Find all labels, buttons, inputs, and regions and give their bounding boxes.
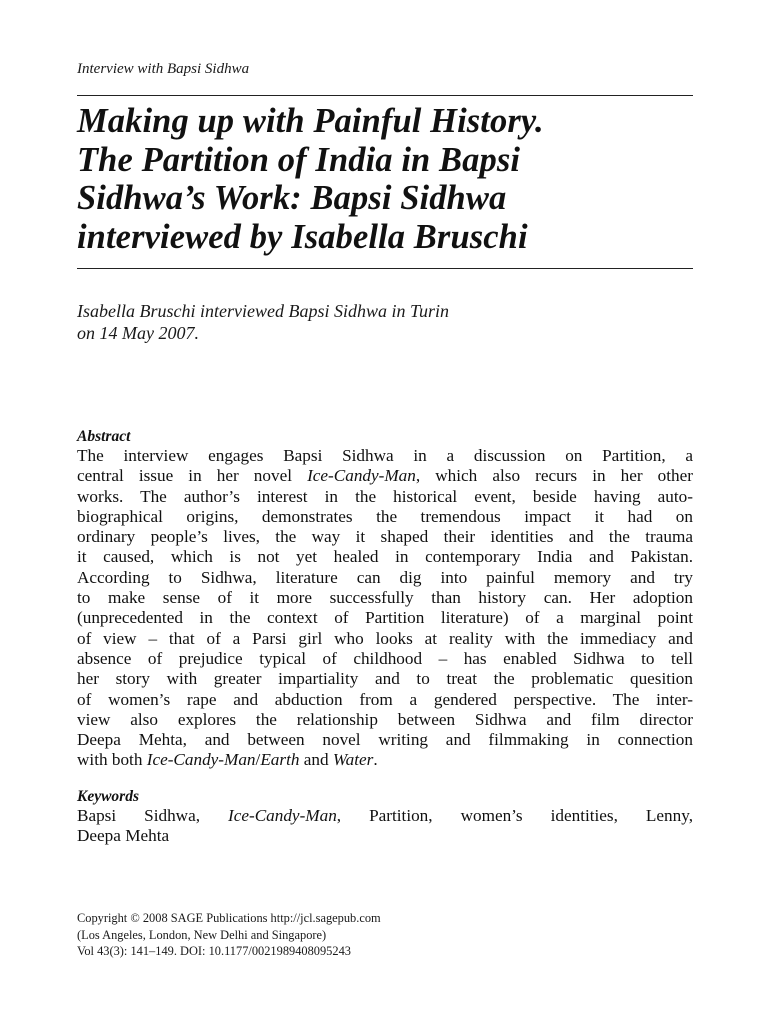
abstract-line: it caused, which is not yet healed in contemporary India and Pakistan. bbox=[77, 547, 693, 567]
keywords-heading: Keywords bbox=[77, 788, 139, 805]
interview-note-line: on 14 May 2007. bbox=[77, 323, 199, 343]
abstract-line: ordinary people’s lives, the way it shaped their identities and the trauma bbox=[77, 527, 693, 547]
interview-note-line: Isabella Bruschi interviewed Bapsi Sidhwa in Turin bbox=[77, 301, 449, 321]
copyright-line: Copyright © 2008 SAGE Publications http://jcl.sagepub.com bbox=[77, 911, 381, 925]
abstract-line: central issue in her novel Ice-Candy-Man, which also recurs in her other bbox=[77, 466, 693, 486]
abstract-line: absence of prejudice typical of childhood – has enabled Sidhwa to tell bbox=[77, 648, 693, 668]
work-title: Ice-Candy-Man bbox=[227, 806, 337, 825]
abstract-line: her story with greater impartiality and to treat the problematic quesition bbox=[77, 669, 693, 689]
abstract-section bbox=[77, 428, 693, 771]
abstract-line: to make sense of it more successfully than history can. Her adoption bbox=[77, 588, 693, 608]
abstract-line: biographical origins, demonstrates the tremendous impact it had on bbox=[77, 506, 693, 526]
interview-note bbox=[77, 300, 693, 344]
title-bottom-rule bbox=[77, 268, 693, 269]
work-title: Earth bbox=[260, 750, 300, 770]
title-line: interviewed by Isabella Bruschi bbox=[77, 217, 528, 256]
keywords-section bbox=[77, 788, 693, 847]
work-title: Water bbox=[332, 750, 374, 770]
article-page bbox=[77, 0, 693, 1024]
abstract-body bbox=[77, 446, 693, 771]
work-title: Ice-Candy-Man bbox=[307, 466, 416, 486]
title-line: The Partition of India in Bapsi bbox=[77, 140, 521, 179]
running-head: Interview with Bapsi Sidhwa bbox=[77, 61, 250, 77]
keywords-line: Bapsi Sidhwa, Ice-Candy-Man, Partition, women’s identities, Lenny, bbox=[77, 806, 693, 825]
copyright-block bbox=[77, 910, 693, 960]
abstract-line: According to Sidhwa, literature can dig into painful memory and try bbox=[77, 567, 693, 587]
abstract-line: view also explores the relationship between Sidhwa and film director bbox=[77, 709, 693, 729]
abstract-heading: Abstract bbox=[77, 428, 131, 445]
title-line: Making up with Painful History. bbox=[77, 102, 544, 140]
keywords-line: Deepa Mehta bbox=[77, 826, 170, 846]
abstract-line: with both Ice-Candy-Man/Earth and Water. bbox=[77, 750, 378, 770]
volume-doi-line: Vol 43(3): 141–149. DOI: 10.1177/0021989408095243 bbox=[77, 944, 351, 958]
keywords-body bbox=[77, 806, 693, 847]
abstract-line: Deepa Mehta, and between novel writing and filmmaking in connection bbox=[77, 730, 693, 750]
publisher-locations: (Los Angeles, London, New Delhi and Singapore) bbox=[77, 927, 327, 942]
work-title: Ice-Candy-Man bbox=[146, 750, 256, 770]
title-top-rule bbox=[77, 95, 693, 96]
abstract-line: works. The author’s interest in the historical event, beside having auto- bbox=[77, 486, 693, 506]
abstract-line: The interview engages Bapsi Sidhwa in a discussion on Partition, a bbox=[77, 446, 693, 465]
abstract-line: of view – that of a Parsi girl who looks at reality with the immediacy and bbox=[77, 628, 693, 648]
abstract-line: (unprecedented in the context of Partition literature) of a marginal point bbox=[77, 608, 693, 628]
abstract-line: of women’s rape and abduction from a gendered perspective. The inter- bbox=[77, 689, 693, 709]
article-title bbox=[77, 102, 693, 256]
title-line: Sidhwa’s Work: Bapsi Sidhwa bbox=[77, 179, 507, 217]
